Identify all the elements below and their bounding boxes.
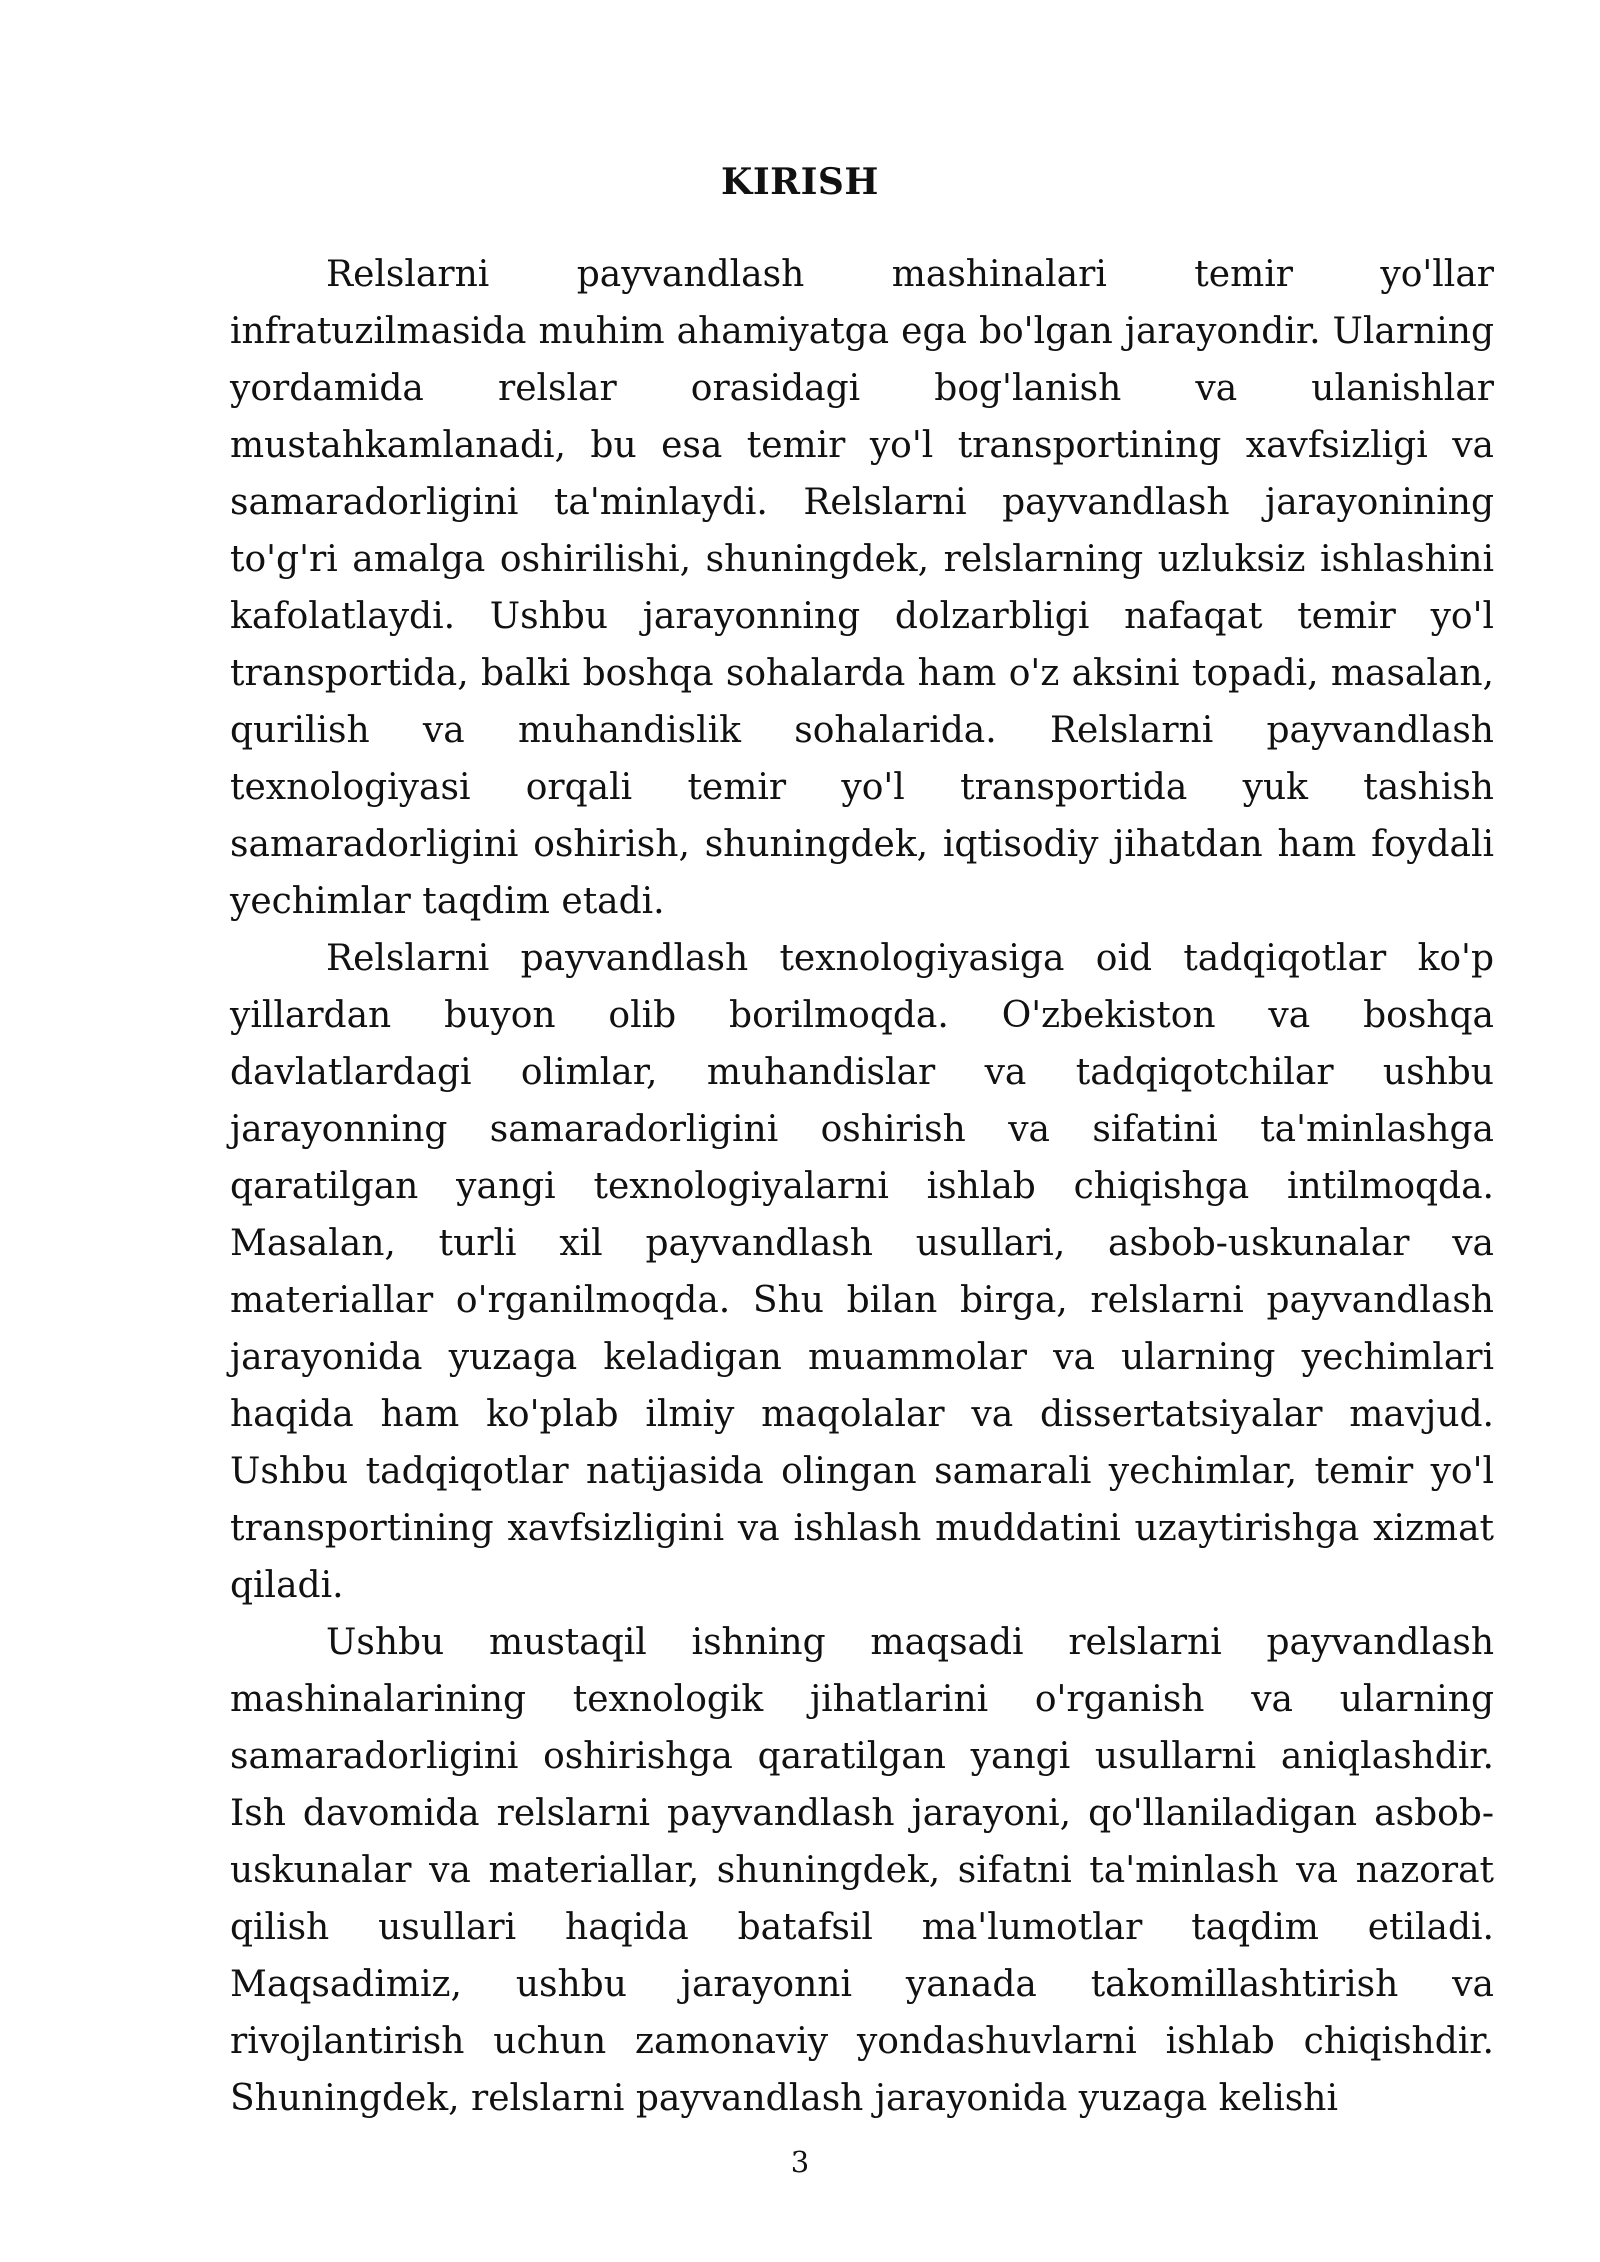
paragraph-2: Relslarni payvandlash texnologiyasiga oid tadqiqotlar ko'p yillardan buyon olib borilmoqda. O'zbekiston va boshqa davlatlardagi olimlar, muhandislar va tadqiqotchilar ushbu jarayonning samaradorligini oshirish va sifatini ta'minlashga qaratilgan yangi texnologiyalarni ishlab chiqishga intilmoqda. Masalan, turli xil payvandlash usullari, asbob-uskunalar va materiallar o'rganilmoqda. Shu bilan birga, relslarni payvandlash jarayonida yuzaga keladigan muammolar va ularning yechimlari haqida ham ko'plab ilmiy maqolalar va dissertatsiyalar mavjud. Ushbu tadqiqotlar natijasida olingan samarali yechimlar, temir yo'l transportining xavfsizligini va ishlash muddatini uzaytirishga xizmat qiladi. [230, 938, 1494, 1606]
page-title: KIRISH [721, 161, 879, 203]
paragraph-1: Relslarni payvandlash mashinalari temir yo'llar infratuzilmasida muhim ahamiyatga ega bo'lgan jarayondir. Ularning yordamida relslar orasidagi bog'lanish va ulanishlar mustahkamlanadi, bu esa temir yo'l transportining xavfsizligi va samaradorligini ta'minlaydi. Relslarni payvandlash jarayonining to'g'ri amalga oshirilishi, shuningdek, relslarning uzluksiz ishlashini kafolatlaydi. Ushbu jarayonning dolzarbligi nafaqat temir yo'l transportida, balki boshqa sohalarda ham o'z aksini topadi, masalan, qurilish va muhandislik sohalarida. Relslarni payvandlash texnologiyasi orqali temir yo'l transportida yuk tashish samaradorligini oshirish, shuningdek, iqtisodiy jihatdan ham foydali yechimlar taqdim etadi. [230, 254, 1494, 922]
paragraph-3: Ushbu mustaqil ishning maqsadi relslarni payvandlash mashinalarining texnologik jihatlarini o'rganish va ularning samaradorligini oshirishga qaratilgan yangi usullarni aniqlashdir. Ish davomida relslarni payvandlash jarayoni, qo'llaniladigan asbob-uskunalar va materiallar, shuningdek, sifatni ta'minlash va nazorat qilish usullari haqida batafsil ma'lumotlar taqdim etiladi. Maqsadimiz, ushbu jarayonni yanada takomillashtirish va rivojlantirish uchun zamonaviy yondashuvlarni ishlab chiqishdir. Shuningdek, relslarni payvandlash jarayonida yuzaga kelishi [230, 1622, 1494, 2119]
body-text [230, 246, 1494, 2127]
page-number: 3 [790, 2145, 810, 2179]
